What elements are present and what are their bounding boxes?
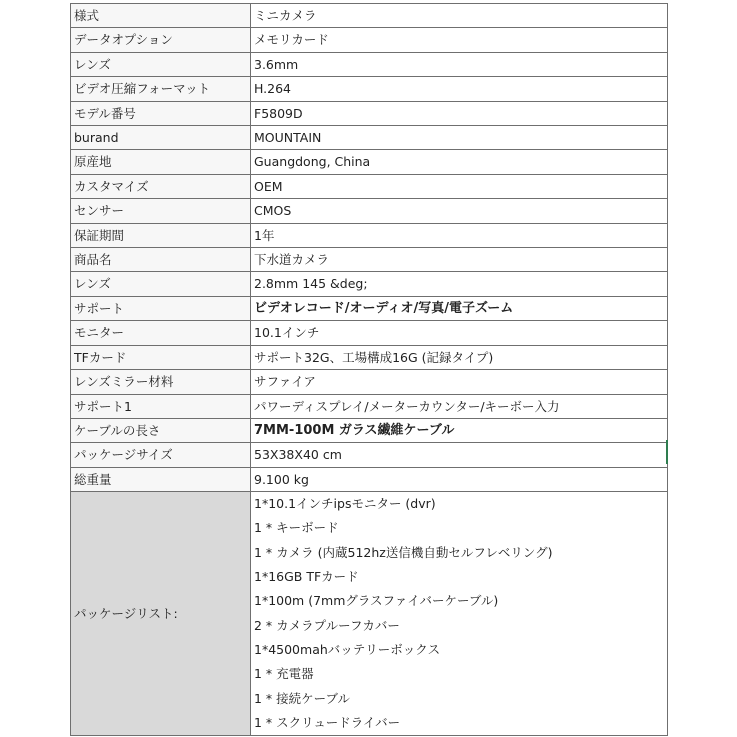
spec-table-body [71, 4, 668, 736]
package-list-item: 1 * 接続ケーブル [254, 690, 351, 706]
spec-key: ケーブルの長さ [71, 418, 251, 442]
spec-row [71, 248, 668, 272]
spec-key: レンズミラー材料 [71, 370, 251, 394]
spec-key: レンズ [71, 272, 251, 296]
spec-row [71, 443, 668, 467]
spec-key: カスタマイズ [71, 174, 251, 198]
spec-value: パワーディスプレイ/メーターカウンター/キーボー入力 [251, 394, 668, 418]
spec-row [71, 467, 668, 491]
package-list-item: 1*16GB TFカード [254, 569, 359, 585]
package-list-items [251, 492, 668, 736]
spec-value: F5809D [251, 101, 668, 125]
spec-row [71, 52, 668, 76]
spec-key: 原産地 [71, 150, 251, 174]
spec-value: CMOS [251, 199, 668, 223]
package-list-item: 1*10.1インチipsモニター (dvr) [254, 496, 436, 512]
spec-key: モニター [71, 321, 251, 345]
spec-key: データオプション [71, 28, 251, 52]
spec-row [71, 126, 668, 150]
spec-value: H.264 [251, 77, 668, 101]
spec-row [71, 174, 668, 198]
spec-value: MOUNTAIN [251, 126, 668, 150]
spec-key: モデル番号 [71, 101, 251, 125]
spec-key: 保証期間 [71, 223, 251, 247]
spec-key: パッケージサイズ [71, 443, 251, 467]
spec-row [71, 4, 668, 28]
package-list-item: 1*100m (7mmグラスファイバーケーブル) [254, 593, 499, 609]
spec-table [70, 3, 668, 736]
spec-value: 10.1インチ [251, 321, 668, 345]
spec-row [71, 418, 668, 442]
spec-key: 商品名 [71, 248, 251, 272]
spec-row [71, 321, 668, 345]
spec-key: 様式 [71, 4, 251, 28]
package-list-item: 1*4500mahバッテリーボックス [254, 641, 441, 657]
package-list-item: 1 * スクリュードライバー [254, 714, 401, 730]
spec-value: ミニカメラ [251, 4, 668, 28]
spec-value: Guangdong, China [251, 150, 668, 174]
spec-value: OEM [251, 174, 668, 198]
spec-value: 53X38X40 cm [251, 443, 668, 467]
spec-key: センサー [71, 199, 251, 223]
spec-value: 2.8mm 145 &deg; [251, 272, 668, 296]
spec-row [71, 370, 668, 394]
spec-key: レンズ [71, 52, 251, 76]
spec-row [71, 199, 668, 223]
spec-value: 3.6mm [251, 52, 668, 76]
spec-value: サファイア [251, 370, 668, 394]
spec-value: 下水道カメラ [251, 248, 668, 272]
spec-row [71, 28, 668, 52]
spec-row [71, 394, 668, 418]
spec-row [71, 150, 668, 174]
spec-value: 1年 [251, 223, 668, 247]
spec-key: 総重量 [71, 467, 251, 491]
spec-key: サポート1 [71, 394, 251, 418]
spec-value: ビデオレコード/オーディオ/写真/電子ズーム [251, 296, 668, 320]
spec-row [71, 272, 668, 296]
spec-row [71, 296, 668, 320]
spec-value: メモリカード [251, 28, 668, 52]
spec-row [71, 223, 668, 247]
spec-value: サポート32G、工場構成16G (記録タイプ) [251, 345, 668, 369]
package-list-item: 1 * キーボード [254, 520, 339, 536]
cell-selection-marker [666, 440, 668, 464]
spec-row [71, 345, 668, 369]
spec-key: burand [71, 126, 251, 150]
package-list-item: 2 * カメラプルーフカバー [254, 617, 400, 633]
spec-key: サポート [71, 296, 251, 320]
package-list-item: 1 * カメラ (内蔵512hz送信機自動セルフレベリング) [254, 544, 553, 560]
package-list-row [71, 492, 668, 736]
spec-value: 9.100 kg [251, 467, 668, 491]
package-list-key: パッケージリスト: [71, 492, 251, 736]
spec-key: TFカード [71, 345, 251, 369]
spec-row [71, 77, 668, 101]
spec-row [71, 101, 668, 125]
spec-value: 7MM-100M ガラス繊維ケーブル [251, 418, 668, 442]
package-list-item: 1 * 充電器 [254, 666, 314, 682]
spec-key: ビデオ圧縮フォーマット [71, 77, 251, 101]
